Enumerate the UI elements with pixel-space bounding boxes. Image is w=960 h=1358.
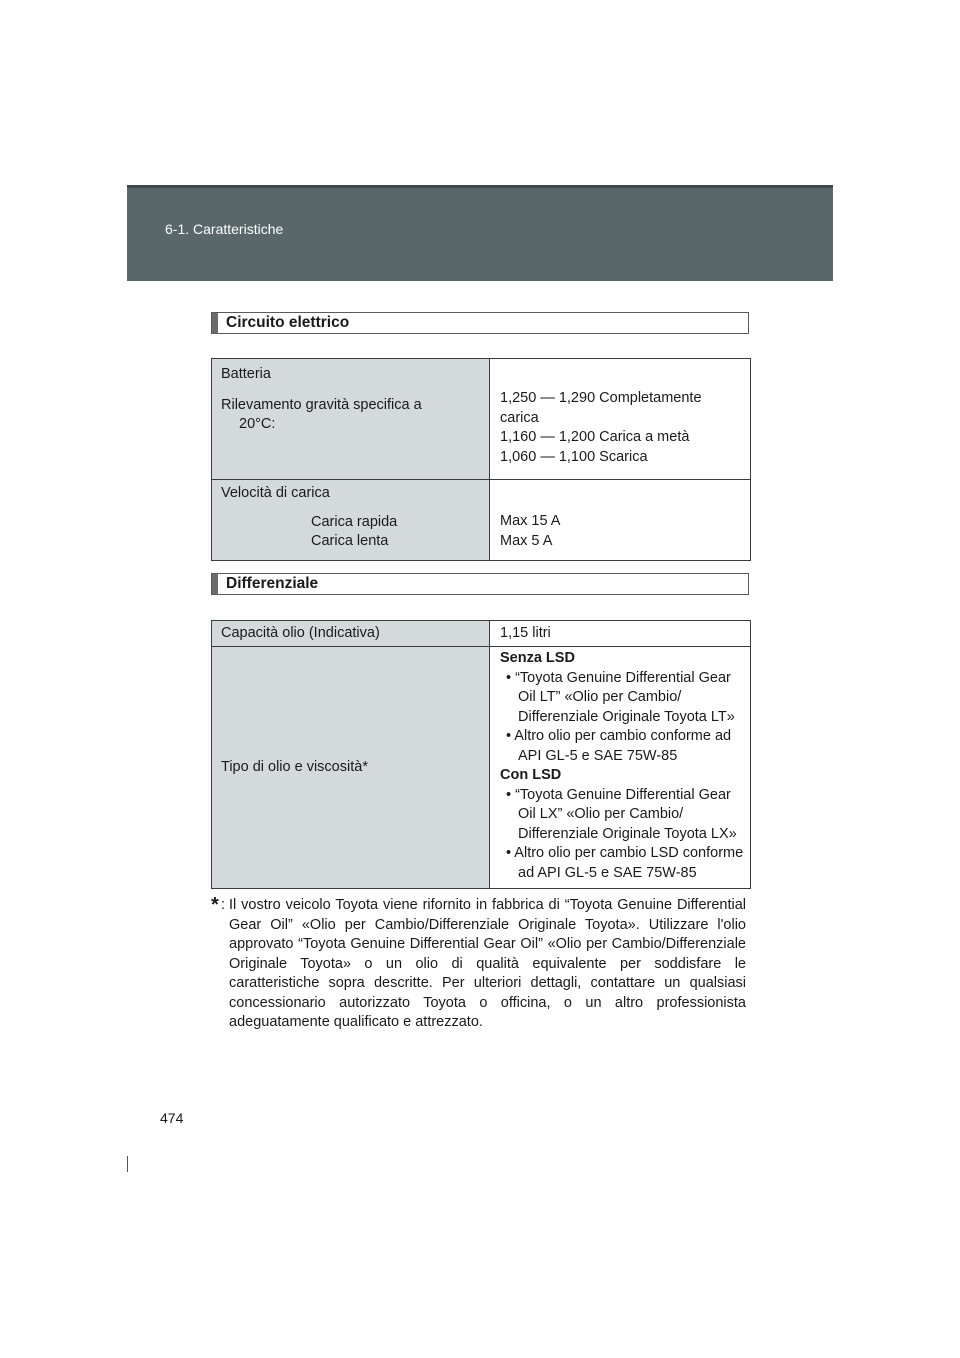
battery-label: Batteria xyxy=(221,366,271,382)
chapter-header xyxy=(127,185,833,281)
lsd-item1-line2: Oil LX” «Olio per Cambio/ xyxy=(518,806,684,822)
differential-spec-table xyxy=(211,620,751,889)
oil-type-row xyxy=(212,647,751,889)
battery-value-cell xyxy=(490,359,751,480)
header-divider xyxy=(127,185,833,188)
oil-type-value-cell xyxy=(490,647,751,889)
lsd-heading: Con LSD xyxy=(500,767,562,783)
oil-type-footnote-mark: * xyxy=(362,758,368,775)
capacity-label: Capacità olio (Indicativa) xyxy=(221,625,380,641)
no-lsd-heading: Senza LSD xyxy=(500,650,575,666)
no-lsd-item1-line1: • “Toyota Genuine Differential Gear xyxy=(506,669,731,686)
section-title-differential: Differenziale xyxy=(211,573,749,595)
page-number: 474 xyxy=(160,1110,184,1126)
gravity-value-full: 1,250 — 1,290 Completamente xyxy=(500,390,702,406)
gravity-value-empty: 1,060 — 1,100 Scarica xyxy=(500,448,648,465)
footnote-colon: : xyxy=(221,897,226,913)
no-lsd-item1-line2: Oil LT” «Olio per Cambio/ xyxy=(518,689,682,705)
footnote-mark: * xyxy=(211,894,219,916)
charge-label-cell xyxy=(212,480,490,561)
no-lsd-item1-line3: Differenziale Originale Toyota LT» xyxy=(518,708,735,725)
gravity-label: Rilevamento gravità specifica a xyxy=(221,396,422,413)
gravity-temp: 20°C: xyxy=(239,416,276,432)
slow-charge-label: Carica lenta xyxy=(311,533,389,549)
lsd-item1-line1: • “Toyota Genuine Differential Gear xyxy=(506,786,731,803)
capacity-value: 1,15 litri xyxy=(500,625,551,641)
no-lsd-item2-line2: API GL-5 e SAE 75W-85 xyxy=(518,747,678,764)
gravity-value-half: 1,160 — 1,200 Carica a metà xyxy=(500,429,690,445)
margin-tick xyxy=(127,1156,128,1172)
footnote-text: Il vostro veicolo Toyota viene rifornito in fabbrica di “Toyota Genuine Differential Gear Oil” «Olio per Cambio/Differenziale Originale Toyota». Utilizzare l'olio approvato “Toyota Genuine Differential Gear Oil” «Olio per Cambio/Differenziale Originale Toyota» o un olio di qualità equivalente per soddisfare le caratteristiche sopra descritte. Per ulteriori dettagli, contattare un qualsiasi concessionario autorizzato Toyota o officina, o un altro professionista adeguatamente qualificato e attrezzato. xyxy=(229,897,746,1030)
lsd-item1-line3: Differenziale Originale Toyota LX» xyxy=(518,825,737,842)
capacity-value-cell xyxy=(490,621,751,647)
capacity-row xyxy=(212,621,751,647)
fast-charge-value: Max 15 A xyxy=(500,513,561,529)
oil-type-label xyxy=(221,758,489,778)
oil-type-label-cell xyxy=(212,647,490,889)
capacity-label-cell xyxy=(212,621,490,647)
battery-row xyxy=(212,359,751,480)
electrical-spec-table xyxy=(211,358,751,561)
battery-label-cell xyxy=(212,359,490,480)
lsd-item2-line2: ad API GL-5 e SAE 75W-85 xyxy=(518,864,697,881)
gravity-value-full-cont: carica xyxy=(500,409,539,426)
oil-type-label-text: Tipo di olio e viscosità xyxy=(221,758,363,775)
charge-row xyxy=(212,480,751,561)
slow-charge-value: Max 5 A xyxy=(500,532,553,549)
charge-value-cell xyxy=(490,480,751,561)
fast-charge-label: Carica rapida xyxy=(311,513,398,530)
section-title-electrical: Circuito elettrico xyxy=(211,312,749,334)
breadcrumb: 6-1. Caratteristiche xyxy=(165,221,284,237)
footnote xyxy=(211,896,746,1033)
lsd-item2-line1: • Altro olio per cambio LSD conforme xyxy=(506,845,744,861)
no-lsd-item2-line1: • Altro olio per cambio conforme ad xyxy=(506,728,732,744)
charge-label: Velocità di carica xyxy=(221,485,330,501)
